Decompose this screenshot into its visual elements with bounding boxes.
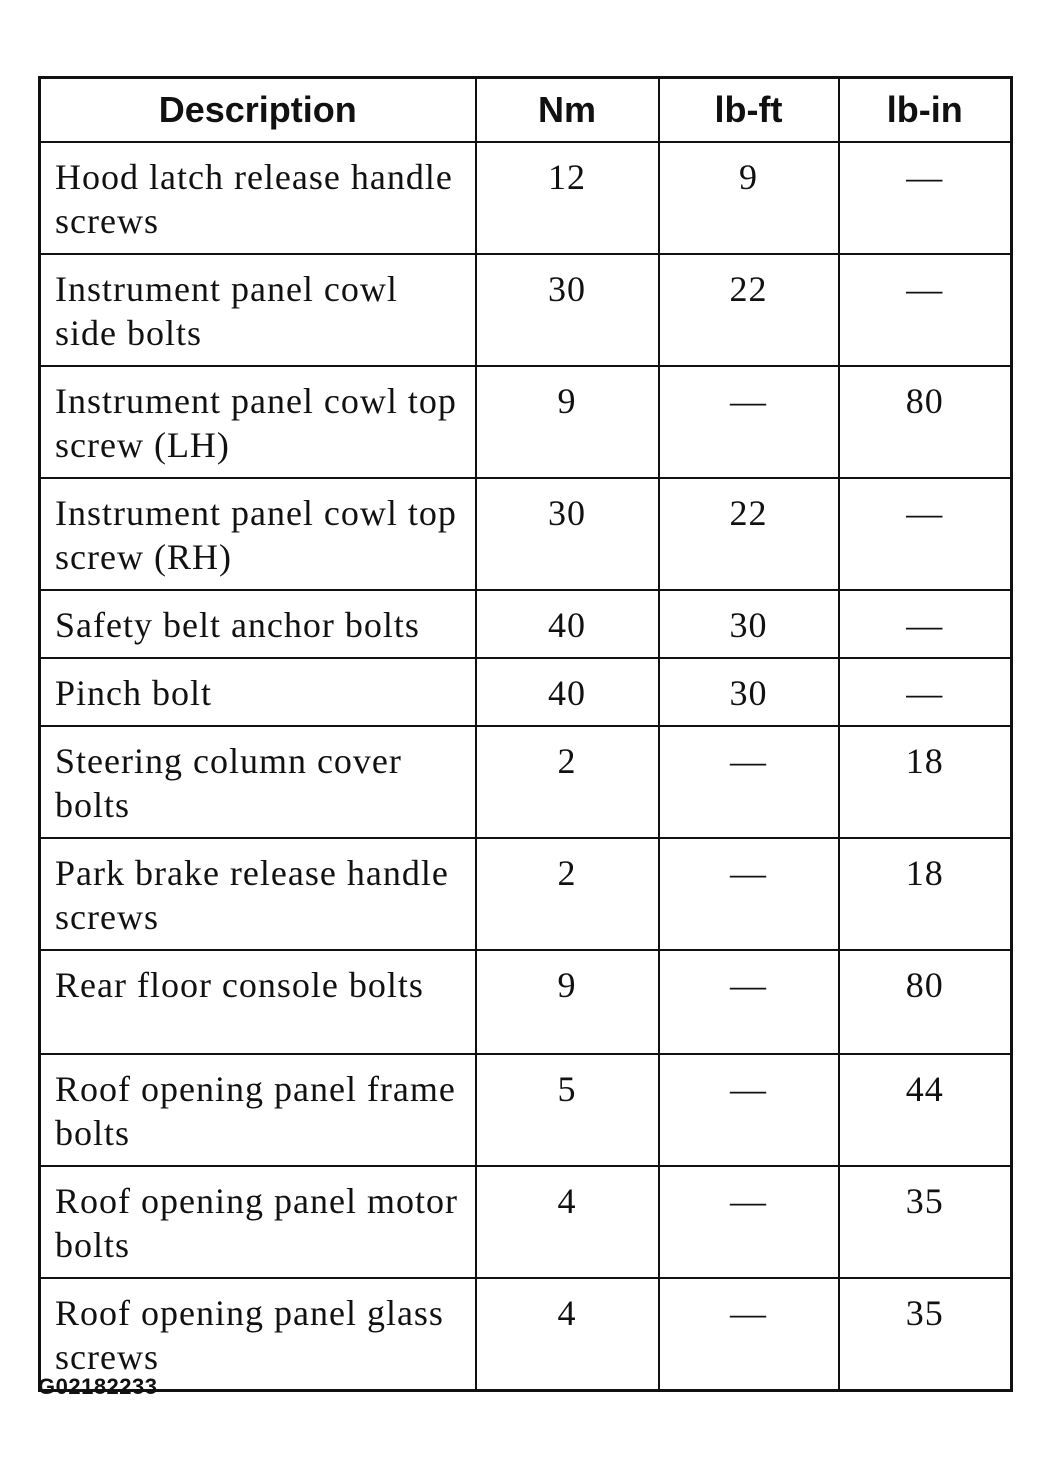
- table-row: [40, 658, 1012, 726]
- table-row: [40, 1054, 1012, 1166]
- cell-nm: 9: [476, 366, 659, 478]
- cell-lb-in: —: [839, 590, 1012, 658]
- table-row: [40, 1278, 1012, 1391]
- cell-description: [40, 254, 476, 366]
- cell-description: [40, 478, 476, 590]
- cell-nm: 40: [476, 590, 659, 658]
- header-lb-in: lb-in: [839, 78, 1012, 143]
- cell-nm: 5: [476, 1054, 659, 1166]
- cell-lb-in: 18: [839, 838, 1012, 950]
- torque-spec-table: [38, 76, 1013, 1392]
- description-text: Instrument panel cowl top screw (RH): [55, 493, 457, 577]
- cell-lb-in: —: [839, 254, 1012, 366]
- description-text: Roof opening panel glass screws: [55, 1293, 444, 1377]
- description-text: Park brake release handle screws: [55, 853, 449, 937]
- cell-lb-ft: 22: [659, 254, 839, 366]
- cell-description: [40, 950, 476, 1054]
- cell-description: [40, 142, 476, 254]
- description-text: Pinch bolt: [55, 673, 213, 713]
- header-description: Description: [40, 78, 476, 143]
- cell-lb-in: 80: [839, 950, 1012, 1054]
- description-text: Steering column cover bolts: [55, 741, 402, 825]
- description-text: Safety belt anchor bolts: [55, 605, 420, 645]
- description-text: Instrument panel cowl top screw (LH): [55, 381, 457, 465]
- cell-description: [40, 1054, 476, 1166]
- cell-lb-ft: —: [659, 838, 839, 950]
- cell-lb-ft: —: [659, 1166, 839, 1278]
- table-row: [40, 254, 1012, 366]
- cell-lb-ft: —: [659, 366, 839, 478]
- cell-description: [40, 726, 476, 838]
- cell-description: [40, 838, 476, 950]
- cell-description: [40, 590, 476, 658]
- cell-nm: 30: [476, 478, 659, 590]
- cell-lb-ft: 9: [659, 142, 839, 254]
- table-row: [40, 838, 1012, 950]
- table-row: [40, 726, 1012, 838]
- header-lb-ft: lb-ft: [659, 78, 839, 143]
- cell-description: [40, 1166, 476, 1278]
- cell-lb-in: 18: [839, 726, 1012, 838]
- cell-nm: 40: [476, 658, 659, 726]
- cell-lb-ft: 30: [659, 590, 839, 658]
- cell-lb-in: —: [839, 478, 1012, 590]
- cell-nm: 12: [476, 142, 659, 254]
- cell-lb-ft: —: [659, 1278, 839, 1391]
- cell-lb-ft: 22: [659, 478, 839, 590]
- cell-lb-in: 80: [839, 366, 1012, 478]
- cell-nm: 2: [476, 838, 659, 950]
- description-text: Instrument panel cowl side bolts: [55, 269, 398, 353]
- cell-nm: 9: [476, 950, 659, 1054]
- table-header-row: [40, 78, 1012, 143]
- cell-lb-in: —: [839, 142, 1012, 254]
- description-text: Roof opening panel frame bolts: [55, 1069, 456, 1153]
- table-row: [40, 366, 1012, 478]
- cell-lb-ft: —: [659, 726, 839, 838]
- cell-lb-in: 44: [839, 1054, 1012, 1166]
- table-row: [40, 950, 1012, 1054]
- description-text: Roof opening panel motor bolts: [55, 1181, 458, 1265]
- cell-lb-ft: —: [659, 950, 839, 1054]
- cell-nm: 2: [476, 726, 659, 838]
- cell-lb-in: 35: [839, 1166, 1012, 1278]
- table-row: [40, 478, 1012, 590]
- table-row: [40, 142, 1012, 254]
- table-row: [40, 1166, 1012, 1278]
- header-nm: Nm: [476, 78, 659, 143]
- cell-description: [40, 658, 476, 726]
- cell-nm: 4: [476, 1278, 659, 1391]
- figure-code: G02182233: [38, 1374, 158, 1399]
- cell-lb-ft: —: [659, 1054, 839, 1166]
- description-text: Rear floor console bolts: [55, 965, 424, 1005]
- cell-nm: 30: [476, 254, 659, 366]
- table-row: [40, 590, 1012, 658]
- cell-lb-in: —: [839, 658, 1012, 726]
- cell-nm: 4: [476, 1166, 659, 1278]
- cell-lb-ft: 30: [659, 658, 839, 726]
- cell-description: [40, 366, 476, 478]
- cell-lb-in: 35: [839, 1278, 1012, 1391]
- description-text: Hood latch release handle screws: [55, 157, 453, 241]
